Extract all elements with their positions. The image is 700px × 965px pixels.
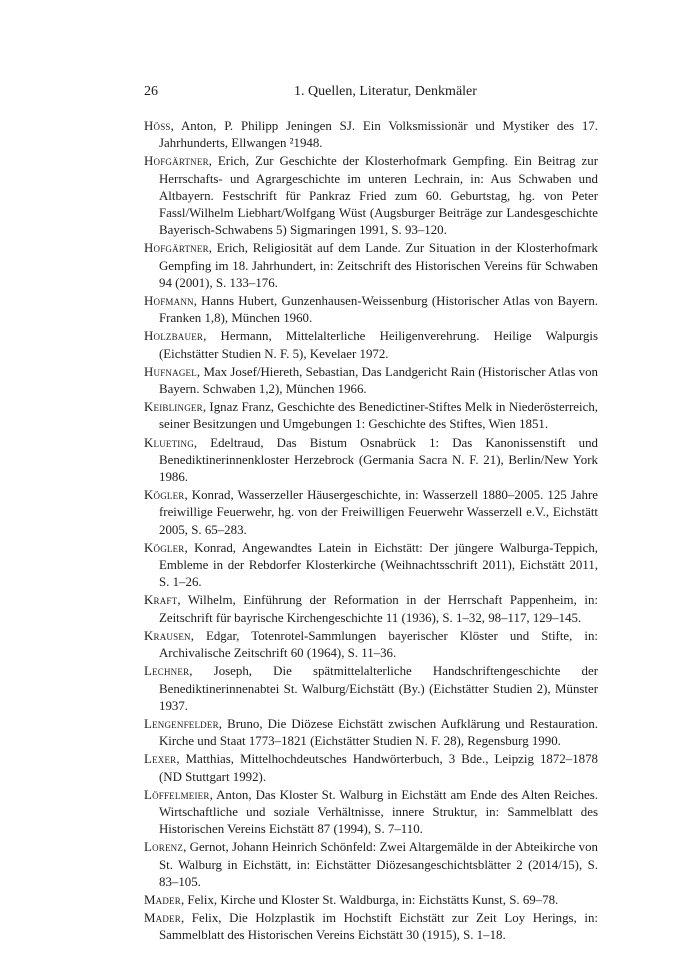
running-head [144,82,598,102]
entry-text: , Konrad, Angewandtes Latein in Eichstätt: Der jüngere Walburga-Teppich, Embleme in der Rebdorfer Klosterkirche (Weihnachtsschrift 2011), Eichstätt 2011, S. 1–26. [159,540,598,590]
entry-author: Krausen [144,628,191,643]
entry-text: , Felix, Kirche und Kloster St. Waldburga, in: Eichstätts Kunst, S. 69–78. [180,892,559,907]
entry-text: , Erich, Zur Geschichte der Klosterhofmark Gempfing. Ein Beitrag zur Herrschafts- und Agrargeschichte im unteren Lechrain, in: Aus Schwaben und Altbayern. Festschrift für Pankraz Fried zum 60. Geburtstag, hg. von Peter Fassl/Wilhelm Liebhart/Wolfgang Wüst (Augsburger Beiträge zur Landesgeschichte Bayerisch-Schwabens 5) Sigmaringen 1991, S. 93–120. [159,154,598,238]
entry-text: , Bruno, Die Diözese Eichstätt zwischen Aufklärung und Restauration. Kirche und Staat 1773–1821 (Eichstätter Studien N. F. 28), Regensburg 1990. [159,716,598,749]
bibliography-entry [144,399,598,433]
entry-author: Lechner [144,664,190,679]
entry-text: , Matthias, Mittelhochdeutsches Handwörterbuch, 3 Bde., Leipzig 1872–1878 (ND Stuttgart 1992). [159,752,598,784]
bibliography-entry [144,118,598,152]
entry-author: Lorenz [144,840,184,855]
entry-text: , Felix, Die Holzplastik im Hochstift Eichstätt zur Zeit Loy Herings, in: Sammelblatt des Historischen Vereins Eichstätt 30 (1915), S. 1–18. [159,911,598,943]
entry-text: , Ignaz Franz, Geschichte des Benedictiner-Stiftes Melk in Niederösterreich, seiner Besitzungen und Umgebungen 1: Geschichte des Stiftes, Wien 1851. [159,400,598,432]
entry-text: , Wilhelm, Einführung der Reformation in der Herrschaft Pappenheim, in: Zeitschrift für bayrische Kirchengeschichte 11 (1936), S. 1–32, 98–117, 129–145. [159,593,598,625]
bibliography-entry [144,910,598,944]
bibliography-entry [144,663,598,715]
bibliography-entry [144,787,598,839]
bibliography-entry [144,716,598,750]
bibliography-entry [144,892,598,909]
entry-author: Hofgärtner [144,154,209,169]
bibliography-entry [144,628,598,662]
entry-author: Holzbauer [144,329,204,344]
entry-text: , Konrad, Wasserzeller Häusergeschichte, in: Wasserzell 1880–2005. 125 Jahre freiwillige Feuerwehr, hg. von der Freiwilligen Feuerwehr Wasserzell e.V., Eichstätt 2005, S. 65–283. [159,488,598,537]
entry-author: Kögler [144,540,185,555]
entry-author: Lengenfelder [144,716,219,731]
entry-text: , Joseph, Die spätmittelalterliche Handschriftengeschichte der Benediktinerinnenabtei St. Walburg/Eichstätt (By.) (Eichstätter Studien 2), Münster 1937. [159,664,598,713]
bibliography-entry [144,153,598,239]
entry-text: , Hermann, Mittelalterliche Heiligenverehrung. Heilige Walpurgis (Eichstätter Studien N. F. 5), Kevelaer 1972. [159,329,598,361]
entry-author: Mader [144,911,181,926]
bibliography-entry [144,839,598,891]
bibliography-entry [144,487,598,539]
entry-author: Hofgärtner [144,241,209,256]
entry-author: Lexer [144,752,177,767]
bibliography-entry [144,293,598,327]
bibliography-entry [144,435,598,487]
bibliography-entry [144,540,598,592]
entry-text: , Anton, P. Philipp Jeningen SJ. Ein Volksmissionär und Mystiker des 17. Jahrhunderts, Ellwangen ²1948. [159,119,598,151]
entry-author: Hufnagel [144,364,197,379]
bibliography-entry [144,364,598,398]
entry-author: Keiblinger [144,400,203,415]
bibliography-entry [144,240,598,292]
entry-author: Klueting [144,435,194,450]
entry-text: , Edgar, Totenrotel-Sammlungen bayerischer Klöster und Stifte, in: Archivalische Zeitschrift 60 (1964), S. 11–36. [159,628,598,661]
bibliography-entry [144,592,598,626]
entry-author: Mader [144,892,181,907]
entry-text: , Max Josef/Hiereth, Sebastian, Das Landgericht Rain (Historischer Atlas von Bayern. Schwaben 1,2), München 1966. [159,364,598,397]
bibliography-entry [144,328,598,362]
chapter-title: 1. Quellen, Literatur, Denkmäler [294,84,477,99]
bibliography-entry [144,751,598,785]
page-number: 26 [144,84,158,99]
entry-author: Kraft [144,593,178,608]
entry-author: Höss [144,119,171,133]
bibliography-list [144,118,598,946]
entry-text: , Edeltraud, Das Bistum Osnabrück 1: Das Kanonissenstift und Benediktinerinnenkloster Herzebrock (Germania Sacra N. F. 21), Berlin/New York 1986. [159,435,598,485]
entry-author: Löffelmeier [144,787,210,802]
entry-text: , Erich, Religiosität auf dem Lande. Zur Situation in der Klosterhofmark Gempfing im 18. Jahrhundert, in: Zeitschrift des Historischen Vereins für Schwaben 94 (2001), S. 133–176. [159,241,598,290]
entry-text: , Anton, Das Kloster St. Walburg in Eichstätt am Ende des Alten Reiches. Wirtschaftliche und soziale Verhältnisse, innere Struktur, in: Sammelblatt des Historischen Vereins Eichstätt 87 (1994), S. 7–110. [159,787,598,837]
entry-text: , Gernot, Johann Heinrich Schönfeld: Zwei Altargemälde in der Abteikirche von St. Walburg in Eichstätt, in: Eichstätter Diözesangeschichtsblätter 2 (2014/15), S. 83–105. [159,840,598,889]
entry-author: Hofmann [144,294,194,309]
entry-text: , Hanns Hubert, Gunzenhausen-Weissenburg (Historischer Atlas von Bayern. Franken 1,8), München 1960. [159,294,598,326]
entry-author: Kögler [144,488,185,503]
